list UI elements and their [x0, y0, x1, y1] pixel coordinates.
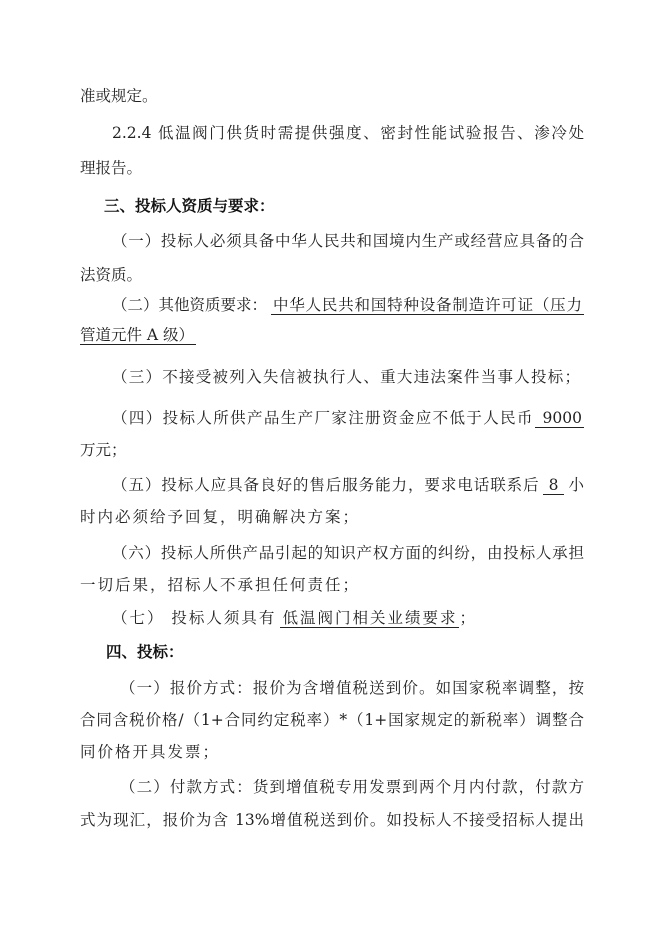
text-line: （一）投标人必须具备中华人民共和国境内生产或经营应具备的合 — [112, 232, 584, 250]
underlined-value: 中华人民共和国特种设备制造许可证（压力 — [273, 296, 582, 314]
text-line — [112, 475, 584, 495]
text-line: 法资质。 — [80, 266, 143, 284]
label: （四）投标人所供产品生产厂家注册资金应不低于人民币 — [112, 409, 533, 427]
text-line — [112, 295, 584, 315]
label: （五）投标人应具备良好的售后服务能力，要求电话联系后 — [112, 476, 539, 494]
text-line: 准或规定。 — [80, 87, 158, 105]
label: （二）其他资质要求： — [112, 296, 268, 314]
text-line: 2.2.4 低温阀门供货时需提供强度、密封性能试验报告、渗冷处 — [112, 124, 584, 142]
underlined-value: 8 — [543, 475, 565, 495]
text-line: （二）付款方式：货到增值税专用发票到两个月内付款，付款方 — [120, 778, 584, 796]
label: （七） 投标人须具有 — [112, 609, 277, 627]
section-heading: 四、投标： — [106, 642, 184, 661]
label: 小 — [568, 476, 584, 494]
underlined-value: 9000 — [535, 408, 584, 428]
text-line: （六）投标人所供产品引起的知识产权方面的纠纷，由投标人承担 — [112, 544, 584, 562]
text-line: 合同含税价格/（1+合同约定税率）*（1+国家规定的新税率）调整合 — [80, 711, 584, 729]
text-line: （三）不接受被列入失信被执行人、重大违法案件当事人投标； — [112, 368, 580, 386]
text-line: 时内必须给予回复，明确解决方案； — [80, 508, 361, 526]
text-line: 理报告。 — [80, 159, 143, 177]
text-line: 同价格开具发票； — [80, 743, 221, 761]
text-line — [112, 608, 477, 628]
text-line: （一）报价方式：报价为含增值税送到价。如国家税率调整，按 — [120, 679, 584, 697]
text-line: 一切后果，招标人不承担任何责任； — [80, 576, 361, 594]
text-line — [80, 325, 196, 345]
underlined-value: 管道元件 A 级） — [80, 326, 195, 344]
text-line: 式为现汇，报价为含 13%增值税送到价。如投标人不接受招标人提出 — [80, 811, 584, 829]
text-line — [112, 408, 584, 428]
underlined-value: 低温阀门相关业绩要求 — [282, 609, 458, 627]
section-heading: 三、投标人资质与要求： — [104, 196, 275, 215]
text-line: 万元； — [80, 441, 127, 459]
label: ； — [459, 609, 477, 627]
